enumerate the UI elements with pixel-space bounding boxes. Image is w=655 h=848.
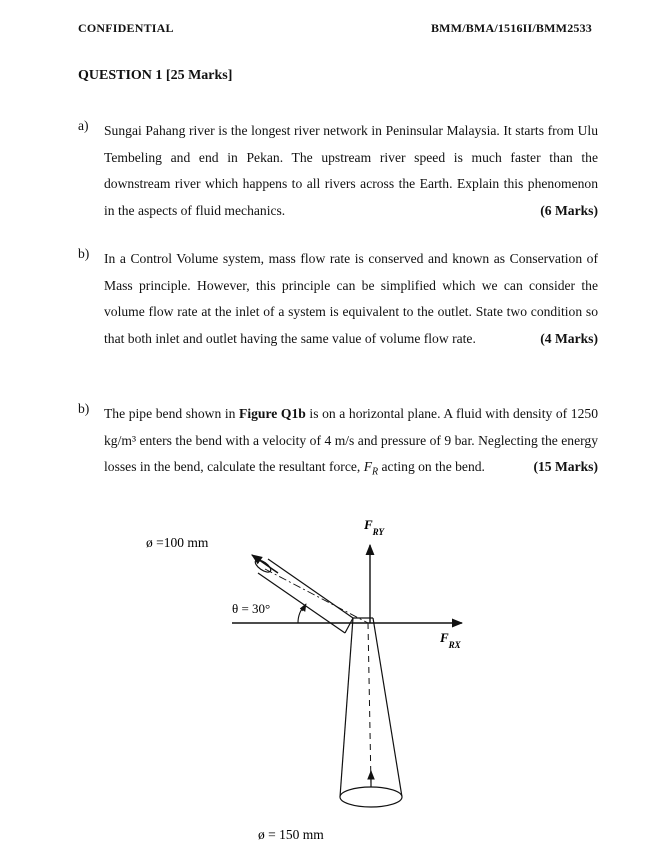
part-text-pre: The pipe bend shown in [104, 406, 240, 421]
outlet-centerline [368, 623, 371, 785]
part-marks: (15 Marks) [533, 459, 598, 474]
frx-label [439, 630, 462, 650]
question-part-b1 [78, 246, 598, 352]
fry-main: F [364, 517, 373, 532]
header-course-code: BMM/BMA/1516II/BMM2533 [430, 21, 592, 35]
force-symbol: F [363, 459, 373, 474]
small-diameter-label: ø =100 mm [146, 535, 209, 550]
figure-reference: Figure Q1b [239, 406, 306, 421]
large-diameter-label: ø = 150 mm [258, 827, 324, 842]
part-text-post: is on a horizontal plane. A fluid with density of 1250 kg/m³ enters the bend with a velocity of 4 m/s and pressure of 9 bar. Neglecting the energy losses in the bend, calculate the resultant force, [104, 406, 598, 474]
part-text: In a Control Volume system, mass flow rate is conserved and known as Conservation of Mass principle. However, this principle can be simplified which we can consider the volume flow rate at the inlet of a system is equivalent to the outlet. State two condition so that both inlet and outlet having the same value of volume flow rate. [104, 251, 598, 346]
question-title: QUESTION 1 [25 Marks] [78, 68, 233, 83]
part-label: b) [78, 246, 90, 261]
frx-main: F [440, 630, 449, 645]
part-label: b) [78, 401, 90, 416]
question-part-b2 [78, 401, 598, 486]
part-marks: (4 Marks) [540, 330, 598, 346]
header-confidential: CONFIDENTIAL [78, 21, 174, 35]
part-marks: (6 Marks) [540, 202, 598, 218]
part-label: a) [78, 118, 89, 133]
pipe-bend-figure [140, 515, 500, 848]
fry-label [363, 517, 386, 537]
part-text: Sungai Pahang river is the longest river network in Peninsular Malaysia. It starts from Ulu Tembeling and end in Pekan. The upstream river speed is much faster than the downstream river which happens to all rivers across the Earth. Explain this phenomenon in the aspects of fluid mechanics. [104, 123, 598, 218]
fry-sub: RY [372, 527, 385, 537]
question-part-a [78, 118, 598, 224]
part-text-end: acting on the bend. [378, 459, 485, 474]
force-subscript: R [372, 466, 379, 478]
angle-label: θ = 30° [232, 601, 271, 616]
frx-sub: RX [448, 640, 461, 650]
